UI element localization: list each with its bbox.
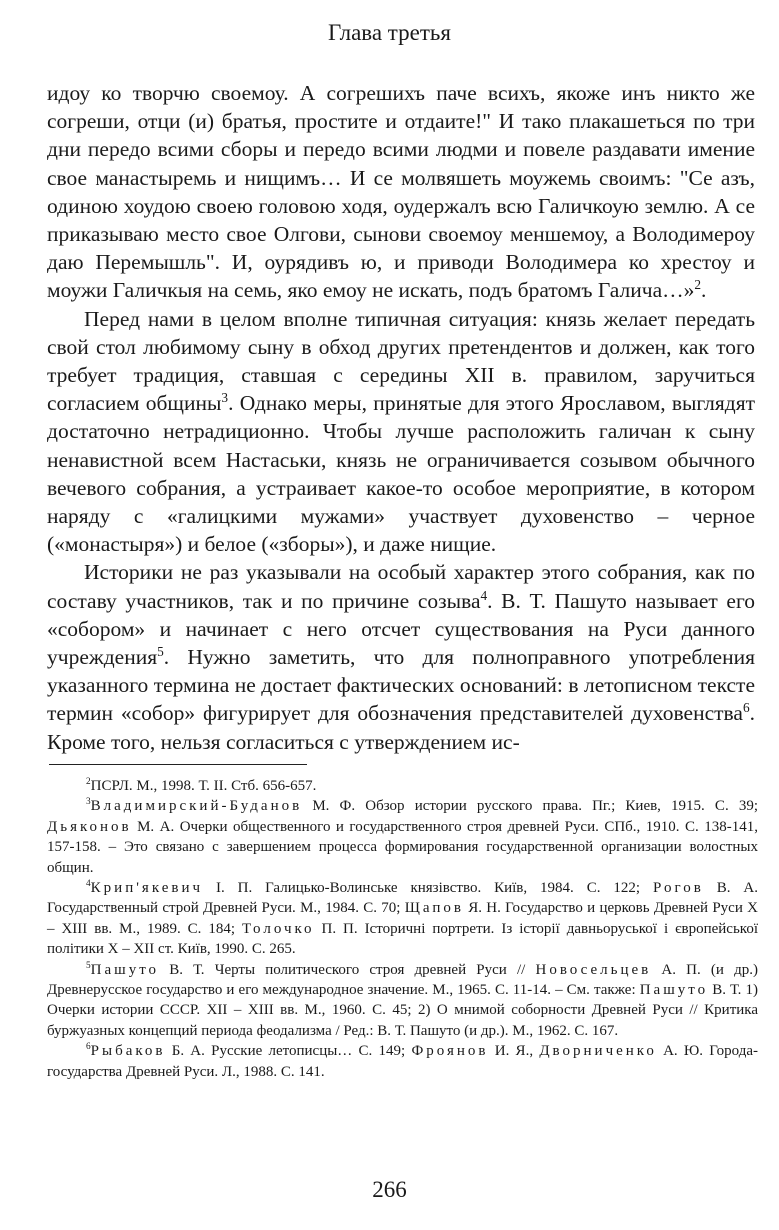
author-name: Толочко: [242, 920, 315, 937]
author-name: Фроянов: [411, 1043, 489, 1060]
footnote-4: $^4$Крип'якевич І. П. Галицько-Волинське князівство. Київ, 1984. С. 122; Рогов В. А. Государственный строй Древней Руси. М., 1984. С. 70; Щапов Я. Н. Государство и церковь Древней Руси X – XIII вв. М., 1989. С. 184; Толочко П. П. Історичні портрети. Із історії давньоруської і європейської політики X – XII ст. Київ, 1990. С. 265.: [47, 879, 758, 958]
paragraph: Перед нами в целом вполне типичная ситуация: князь желает передать свой стол любимому сыну в обход других претендентов и должен, как того требует традиция, ставшая с середины XII в. правилом, заручиться согласием общины$^3$. Однако меры, принятые для этого Ярославом, выглядят достаточно нетрадиционно. Чтобы лучше расположить галичан к сыну ненавистной всем Настаськи, князь не ограничивается созывом обычного вечевого собрания, а устраивает какое-то особое мероприятие, в котором наряду с «галицкими мужами» участвует духовенство – черное («монастыря») и белое («зборы»), и даже нищие.: [47, 306, 755, 557]
footnote-ref[interactable]: 4: [480, 587, 488, 603]
author-name: Пашуто: [639, 982, 709, 999]
footnote-ref[interactable]: 5: [157, 643, 164, 659]
footnote-2: $^2$ПСРЛ. М., 1998. Т. II. Стб. 656-657.: [86, 777, 317, 794]
footnote-ref[interactable]: 2: [694, 277, 702, 293]
footnote-ref[interactable]: 3: [221, 390, 229, 406]
author-name: Крип'якевич: [90, 880, 204, 897]
author-name: Щапов: [404, 900, 464, 917]
page-number: 266: [372, 1177, 407, 1202]
paragraph: Историки не раз указывали на особый характер этого собрания, как по составу участников, так и по причине созыва$^4$. В. Т. Пашуто называет его «собором» и начинает с него отсчет существования на Руси данного учреждения$^5$. Нужно заметить, что для полноправного употребления указанного термина не достает фактических оснований: в летописном тексте термин «собор» фигурирует для обозначения представителей духовенства$^6$. Кроме того, нельзя согласиться с утверждением ис-: [47, 560, 755, 754]
running-head: Глава третья: [328, 20, 451, 45]
main-text: [47, 79, 755, 756]
author-name: Рогов: [652, 880, 704, 897]
author-name: Дьяконов: [47, 818, 132, 835]
author-name: Пашуто: [90, 961, 160, 978]
author-name: Владимирский-Буданов: [90, 798, 303, 815]
author-name: Новосельцев: [535, 961, 652, 978]
footnotes: [47, 776, 758, 1082]
footnote-5: $^5$Пашуто В. Т. Черты политического строя древней Руси // Новосельцев А. П. (и др.) Древнерусское государство и его международное значение. М., 1965. С. 11-14. – См. также: Пашуто В. Т. 1) Очерки истории СССР. XII – XIII вв. М., 1960. С. 45; 2) О мнимой соборности Древней Руси // Критика буржуазных концепций периода феодализма / Ред.: В. Т. Пашуто (и др.). М., 1962. С. 167.: [47, 960, 758, 1039]
footnote-6: $^6$Рыбаков Б. А. Русские летописцы… С. 149; Фроянов И. Я., Дворниченко А. Ю. Города-государства Древней Руси. Л., 1988. С. 141.: [47, 1042, 758, 1080]
author-name: Дворниченко: [539, 1043, 657, 1060]
paragraph: идоу ко творчю своемоу. А согрешихъ паче всихъ, якоже инъ никто же согреши, отци (и) братья, простите и отдаите!" И тако плакашеться по три дни передо всими сборы и передо всими людми и повеле раздавати имение свое манастыремь и нищимъ… И се молвяшеть моужемь своимъ: "Се азъ, одиною хоудою своею головою ходя, оудержалъ всю Галичкоую землю. А се приказываю место свое Олгови, сынови своемоу меншемоу, а Володимероу даю Перемышль". И, оурядивъ ю, и приводи Володимера ко хрестоу и моужи Галичкыя на семь, яко емоу не искать, подъ братомъ Галича…»$^2$.: [47, 81, 755, 303]
footnote-separator: [49, 764, 307, 765]
footnote-3: $^3$Владимирский-Буданов М. Ф. Обзор истории русского права. Пг.; Киев, 1915. С. 39; Дьяконов М. А. Очерки общественного и государственного строя древней Руси. СПб., 1910. С. 138-141, 157-158. – Это связано с завершением процесса формирования государственной организации волостных общин.: [47, 797, 758, 876]
author-name: Рыбаков: [90, 1043, 166, 1060]
footnote-ref[interactable]: 6: [742, 700, 750, 716]
